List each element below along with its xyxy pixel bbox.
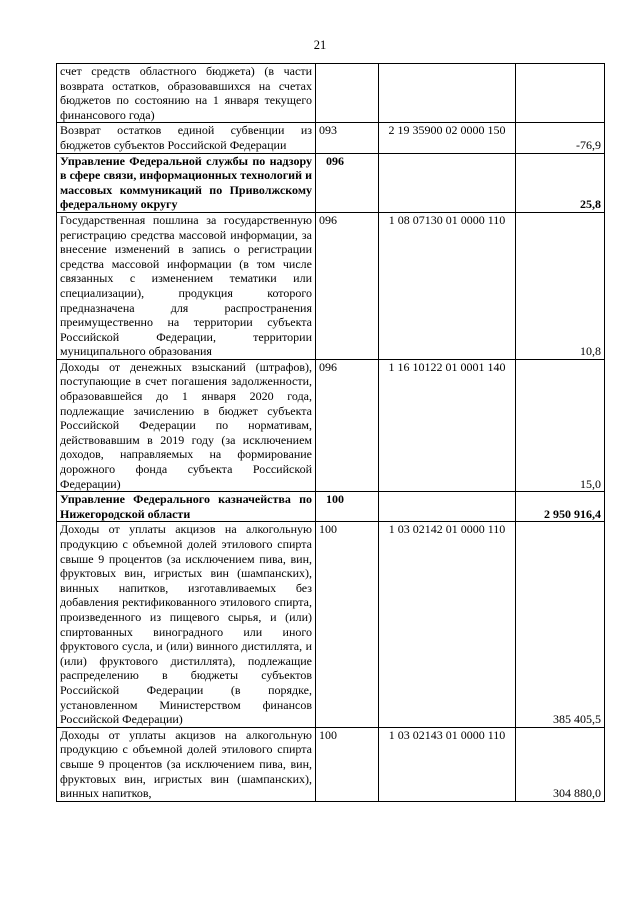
amount-cell: 304 880,0 <box>516 727 605 801</box>
revenue-name-cell: Доходы от денежных взысканий (штрафов), поступающие в счет погашения задолженности, образовавшейся до 1 января 2020 года, подлежащие зачислению в бюджет субъекта Российской Федерации по нормативам, действовавшим в 2019 году (за исключением доходов, направляемых на формирование дорожного фонда субъекта Российской Федерации) <box>57 359 316 491</box>
table-row <box>57 359 605 491</box>
amount-cell <box>516 64 605 123</box>
revenue-name-cell: Доходы от уплаты акцизов на алкогольную продукцию с объемной долей этилового спирта свыше 9 процентов (за исключением пива, вин, фруктовых вин, игристых вин (шампанских), винных напитков, <box>57 727 316 801</box>
revenue-name-cell: Государственная пошлина за государственную регистрацию средства массовой информации, за внесение изменений в запись о регистрации средства массовой информации (в том числе связанных с изменением тематики или специализации), продукция которого предназначена для распространения преимущественно на территории субъекта Российской Федерации, территории муниципального образования <box>57 212 316 359</box>
table-row <box>57 492 605 522</box>
revenue-name-cell: Управление Федерального казначейства по Нижегородской области <box>57 492 316 522</box>
admin-code-cell: 096 <box>316 359 379 491</box>
budget-classification-code-cell: 1 08 07130 01 0000 110 <box>379 212 516 359</box>
table-row <box>57 522 605 727</box>
admin-code-cell: 100 <box>316 727 379 801</box>
amount-cell: 15,0 <box>516 359 605 491</box>
budget-classification-code-cell: 2 19 35900 02 0000 150 <box>379 123 516 153</box>
amount-cell: 385 405,5 <box>516 522 605 727</box>
table-body <box>57 64 605 802</box>
admin-code-cell: 093 <box>316 123 379 153</box>
amount-cell: -76,9 <box>516 123 605 153</box>
revenue-name-cell: Возврат остатков единой субвенции из бюджетов субъектов Российской Федерации <box>57 123 316 153</box>
budget-classification-code-cell <box>379 64 516 123</box>
admin-code-cell <box>316 64 379 123</box>
budget-classification-code-cell <box>379 153 516 212</box>
admin-code-cell: 096 <box>316 212 379 359</box>
admin-code-cell: 100 <box>316 492 379 522</box>
budget-classification-code-cell: 1 03 02142 01 0000 110 <box>379 522 516 727</box>
admin-code-cell: 100 <box>316 522 379 727</box>
table-row <box>57 153 605 212</box>
revenue-name-cell: счет средств областного бюджета) (в части возврата остатков, образовавшихся на счетах бюджетов по состоянию на 1 января текущего финансового года) <box>57 64 316 123</box>
amount-cell: 10,8 <box>516 212 605 359</box>
page-number: 21 <box>313 38 327 52</box>
budget-revenue-table <box>56 63 605 802</box>
amount-cell: 2 950 916,4 <box>516 492 605 522</box>
budget-classification-code-cell: 1 16 10122 01 0001 140 <box>379 359 516 491</box>
table-row <box>57 727 605 801</box>
table-row <box>57 212 605 359</box>
revenue-name-cell: Управление Федеральной службы по надзору в сфере связи, информационных технологий и массовых коммуникаций по Приволжскому федеральному округу <box>57 153 316 212</box>
table-row <box>57 64 605 123</box>
budget-classification-code-cell: 1 03 02143 01 0000 110 <box>379 727 516 801</box>
amount-cell: 25,8 <box>516 153 605 212</box>
budget-classification-code-cell <box>379 492 516 522</box>
admin-code-cell: 096 <box>316 153 379 212</box>
revenue-name-cell: Доходы от уплаты акцизов на алкогольную продукцию с объемной долей этилового спирта свыше 9 процентов (за исключением пива, вин, фруктовых вин, игристых вин (шампанских), винных напитков, изготавливаемых без добавления ректификованного этилового спирта, произведенного из пищевого сырья, и (или) спиртованных виноградного или иного фруктового сусла, и (или) винного дистиллята, и (или) фруктового дистиллята), подлежащие распределению в бюджеты субъектов Российской Федерации (в порядке, установленном Министерством финансов Российской Федерации) <box>57 522 316 727</box>
table-row <box>57 123 605 153</box>
